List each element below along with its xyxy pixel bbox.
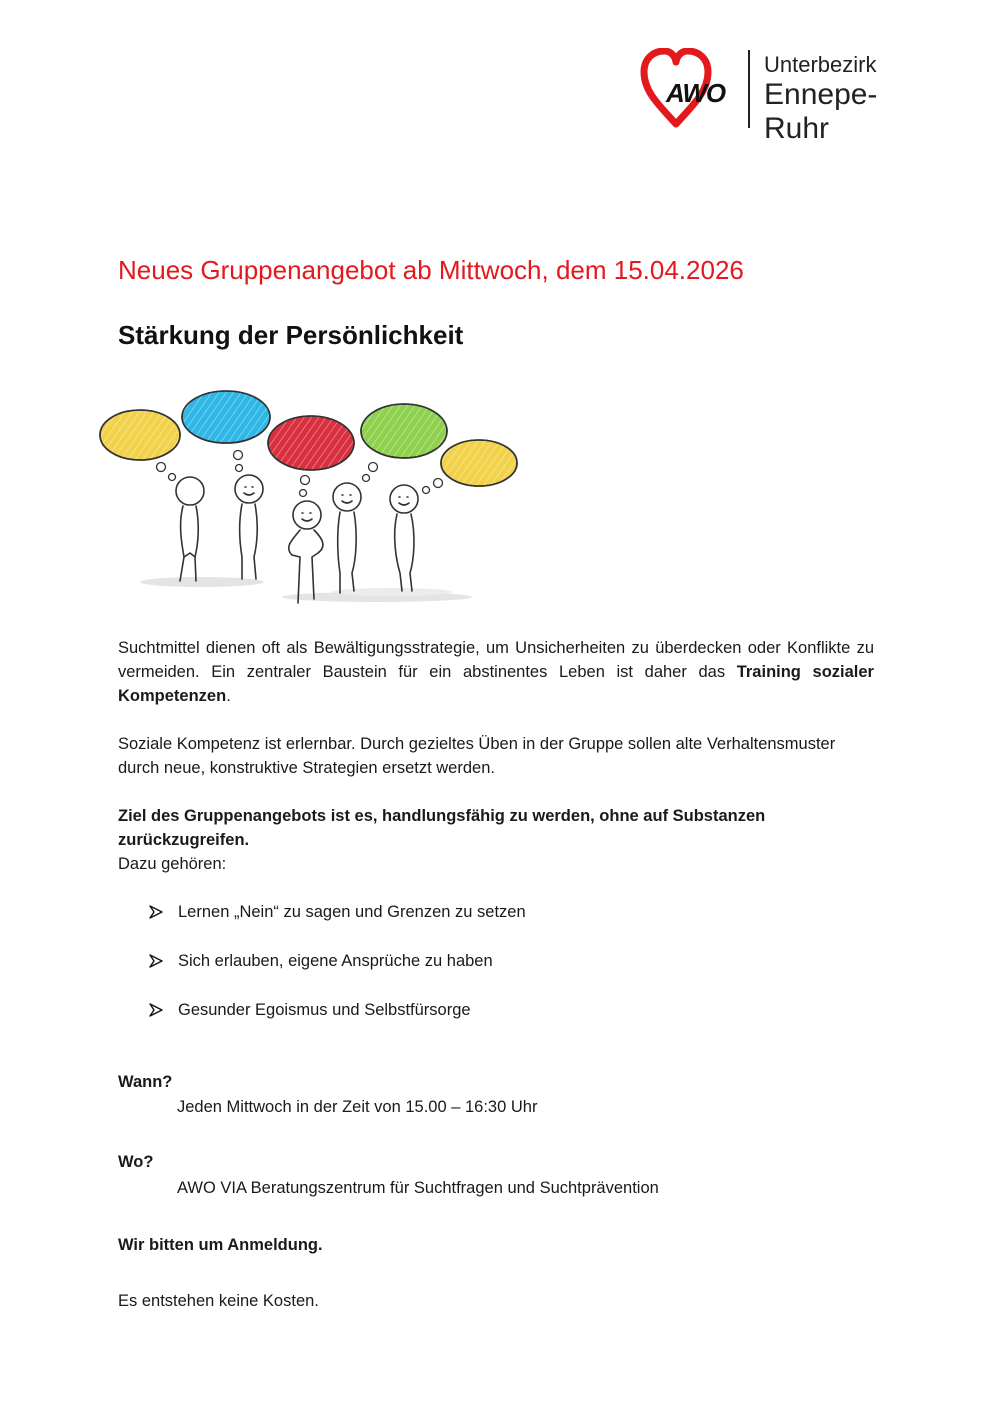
logo-divider [748,50,750,128]
intro-paragraph [118,636,874,708]
list-item [148,949,526,998]
logo-brand: AWO [666,78,726,108]
goal-section [118,804,874,876]
goal-statement: Ziel des Gruppenangebots ist es, handlungsfähig zu werden, ohne auf Substanzen zurückzugreifen. [118,807,766,849]
goal-lead: Dazu gehören: [118,855,227,873]
paragraph-2: Soziale Kompetenz ist erlernbar. Durch gezieltes Üben in der Gruppe sollen alte Verhaltensmuster durch neue, konstruktive Strategien ersetzt werden. [118,735,836,777]
arrowhead-bullet-icon [148,904,164,920]
list-item-text: Sich erlauben, eigene Ansprüche zu haben [178,952,493,970]
speech-bubbles-illustration [92,385,532,620]
awo-logo [640,48,940,145]
list-item-text: Gesunder Egoismus und Selbstfürsorge [178,1001,471,1019]
arrowhead-bullet-icon [148,953,164,969]
headline: Neues Gruppenangebot ab Mittwoch, dem 15.04.2026 [118,255,744,285]
when-label: Wann? [118,1073,173,1091]
when-value: Jeden Mittwoch in der Zeit von 15.00 – 16:30 Uhr [177,1098,538,1116]
costs-note: Es entstehen keine Kosten. [118,1292,319,1310]
where-label: Wo? [118,1153,154,1171]
registration-note: Wir bitten um Anmeldung. [118,1236,323,1254]
where-value: AWO VIA Beratungszentrum für Suchtfragen und Suchtprävention [177,1179,659,1197]
list-item [148,900,526,949]
arrowhead-bullet-icon [148,1002,164,1018]
logo-line2: Ennepe-Ruhr [764,78,878,145]
goal-list [148,900,526,1047]
subtitle: Stärkung der Persönlichkeit [118,320,464,350]
intro-end: . [226,687,231,705]
list-item-text: Lernen „Nein“ zu sagen und Grenzen zu setzen [178,903,526,921]
logo-line1: Unterbezirk [764,52,877,77]
list-item [148,998,526,1047]
intro-bold: Training sozialer Kompetenzen [118,663,874,705]
intro-text: Suchtmittel dienen oft als Bewältigungsstrategie, um Unsicherheiten zu überdecken oder Konflikte zu vermeiden. Ein zentraler Baustein für ein abstinentes Leben ist daher das [118,639,874,681]
